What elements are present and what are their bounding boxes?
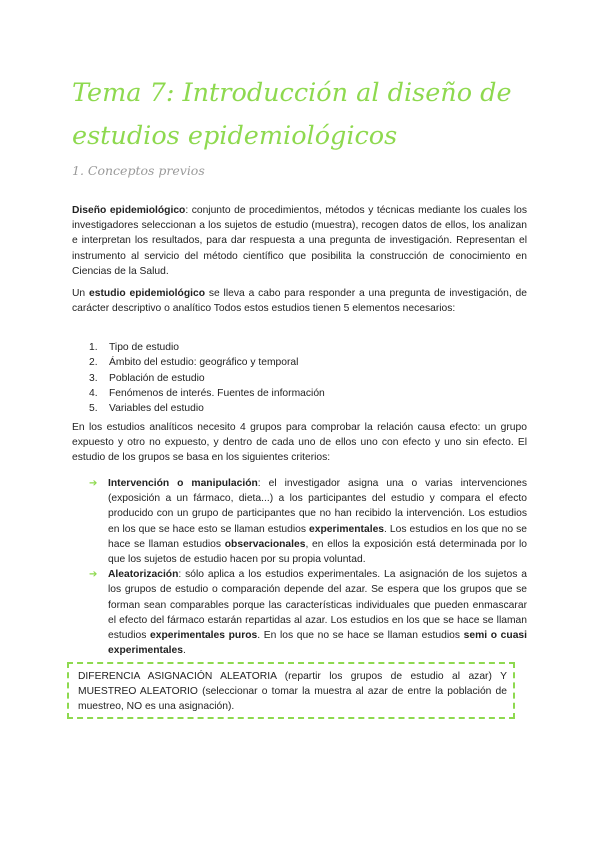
- criterion-bold: semi o cuasi experimentales: [108, 630, 528, 657]
- criterion-bold: experimentales puros: [150, 630, 258, 642]
- arrow-right-icon: ➔: [89, 478, 98, 489]
- list-item: [72, 386, 527, 401]
- list-item-text: Tipo de estudio: [109, 342, 180, 353]
- paragraph-estudio: [72, 286, 527, 316]
- paragraph-analiticos: En los estudios analíticos necesito 4 grupos para comprobar la relación causa efecto: un grupo expuesto y otro no expuesto, y dentro de cada uno de ellos uno con efecto y uno sin efecto. El estudio de los grupos se basa en los siguientes criterios:: [72, 422, 527, 464]
- list-item-text: Ámbito del estudio: geográfico y temporal: [109, 357, 299, 369]
- criterion-text: . En los que no se hace se llaman estudios: [257, 630, 464, 642]
- list-item-text: Variables del estudio: [109, 403, 204, 415]
- elements-list: [72, 340, 527, 416]
- criterion-intervencion: [72, 476, 527, 567]
- page-title: Tema 7: Introducción al diseño de estudios epidemiológicos: [72, 78, 512, 151]
- list-number: 1.: [89, 342, 98, 353]
- list-number: 5.: [89, 403, 98, 415]
- paragraph-text: : conjunto de procedimientos, métodos y técnicas mediante los cuales los investigadores seleccionan a los sujetos de estudio (muestra), recogen datos de ellos, los analizan e interpretan los resultados, para dar respuesta a una pregunta de investigación. Representan el instrumento al servicio del método científico que posibilita la construcción de conocimiento en Ciencias de la Salud.: [72, 205, 527, 277]
- criterion-aleatorizacion: [72, 567, 527, 658]
- criterion-term: Intervención o manipulación: [108, 478, 258, 489]
- list-number: 2.: [89, 357, 98, 369]
- paragraph-text: Un: [72, 288, 90, 299]
- criterion-text: .: [182, 645, 186, 657]
- list-item-text: Población de estudio: [109, 372, 205, 384]
- criterion-text: : el investigador asigna una o varias intervenciones (exposición a un fármaco, dieta...) a los participantes del estudio y compara el efecto producido con un grupo de participantes que no han recibido la intervención. Los estudios en los que se hace esto se llaman estudios: [108, 478, 527, 535]
- list-item: [72, 401, 527, 416]
- criterion-text: . Los estudios en los que no se hace se llaman estudios: [108, 523, 527, 550]
- arrow-right-icon: ➔: [89, 569, 98, 581]
- note-box: DIFERENCIA ASIGNACIÓN ALEATORIA (repartir los grupos de estudio al azar) Y MUESTREO ALEATORIO (seleccionar o tomar la muestra al azar de entre la población de muestreo, NO es una asignación).: [67, 662, 515, 719]
- list-item: [72, 371, 527, 386]
- criterion-text: , en ellos la exposición está determinada por lo que los sujetos de estudio hacen por su propia voluntad.: [108, 538, 527, 566]
- term-diseno-epidemiologico: Diseño epidemiológico: [72, 205, 186, 216]
- criterion-bold: experimentales: [309, 523, 385, 535]
- list-item-text: Fenómenos de interés. Fuentes de información: [109, 387, 325, 399]
- criterion-term: Aleatorización: [108, 569, 179, 581]
- paragraph-definition: [72, 203, 527, 279]
- list-number: 3.: [89, 372, 98, 384]
- list-item: [72, 355, 527, 370]
- section-title: 1. Conceptos previos: [72, 163, 205, 178]
- criteria-list: [72, 476, 527, 658]
- criterion-bold: observacionales: [224, 538, 306, 550]
- criterion-text: : sólo aplica a los estudios experimentales. La asignación de los sujetos a los grupos de estudio o comparación depende del azar. Se espera que los grupos que se forman sean comparables porque las características individuales que pueden enmascarar el efecto del fármaco estarán repartidas al azar. Los estudios en los que se hace se llaman estudios: [108, 569, 527, 642]
- paragraph-text: se lleva a cabo para responder a una pregunta de investigación, de carácter descriptivo o analítico Todos estos estudios tienen 5 elementos necesarios:: [72, 288, 528, 315]
- list-number: 4.: [89, 387, 98, 399]
- term-estudio-epidemiologico: estudio epidemiológico: [89, 288, 205, 299]
- list-item: [72, 340, 527, 355]
